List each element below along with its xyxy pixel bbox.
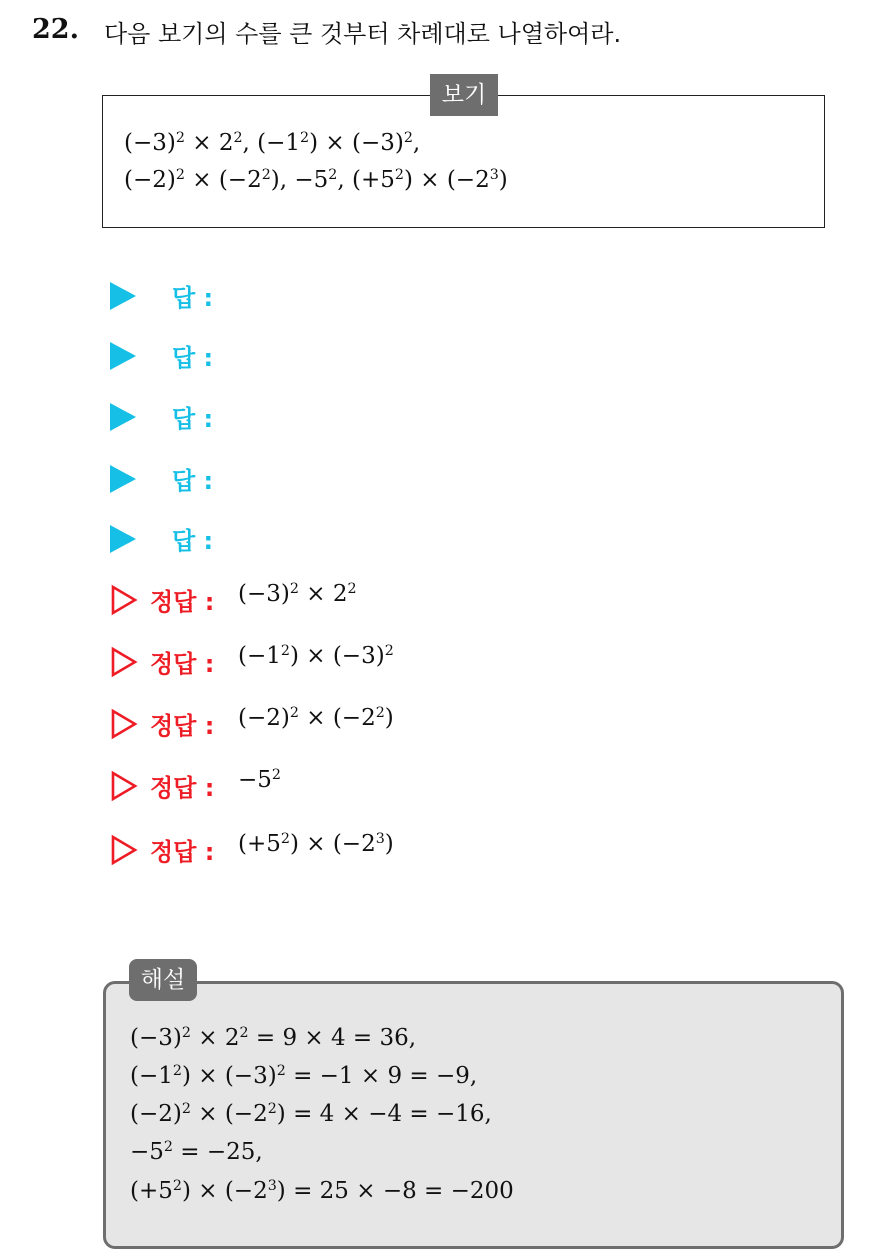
outline-triangle-icon (110, 646, 138, 678)
solution-line: $(+5^2) \times (-2^3) = 25 \times -8 = -200$ (130, 1178, 514, 1204)
exponent: 2 (300, 130, 310, 147)
play-triangle-icon (110, 403, 136, 431)
exponent: 2 (289, 705, 299, 722)
exponent: 2 (403, 130, 413, 147)
question-text: 다음 보기의 수를 큰 것부터 차례대로 나열하여라. (104, 20, 622, 48)
outline-triangle-icon (110, 770, 138, 802)
exponent: 2 (271, 767, 281, 784)
example-line-1: $(-3)^2 \times 2^2$, $(-1^2) \times (-3)^2$, (124, 130, 421, 156)
exponent: 2 (328, 167, 338, 184)
exponent: 2 (172, 1063, 182, 1080)
question-number: 22. (32, 14, 79, 45)
answer-key-label: 정답 : (150, 588, 215, 616)
exponent: 2 (261, 167, 271, 184)
solution-line: $(-2)^2 \times (-2^2) = 4 \times -4 = -16$, (130, 1101, 492, 1127)
exponent: 2 (375, 705, 385, 722)
answer-key-expression: $-5^2$ (238, 767, 281, 793)
answer-key-expression: $(-2)^2 \times (-2^2)$ (238, 705, 394, 731)
answer-label: 답 : (172, 527, 214, 555)
outline-triangle-icon (110, 834, 138, 866)
exponent: 2 (181, 1101, 191, 1118)
answer-label: 답 : (172, 467, 214, 495)
answer-label: 답 : (172, 284, 214, 312)
play-triangle-icon (110, 282, 136, 310)
exponent: 2 (276, 1063, 286, 1080)
solution-line: $-5^2 = -25$, (130, 1139, 263, 1165)
answer-key-expression: $(-1^2) \times (-3)^2$ (238, 643, 394, 669)
exponent: 2 (289, 581, 299, 598)
example-box-label: 보기 (430, 74, 498, 116)
exponent: 2 (280, 643, 290, 660)
outline-triangle-icon (110, 708, 138, 740)
answer-key-label: 정답 : (150, 650, 215, 678)
answer-label: 답 : (172, 344, 214, 372)
answer-key-expression: $(+5^2) \times (-2^3)$ (238, 831, 394, 857)
exponent: 2 (394, 167, 404, 184)
exponent: 2 (172, 1178, 182, 1195)
exponent: 3 (489, 167, 499, 184)
exponent: 2 (181, 1025, 191, 1042)
exponent: 3 (267, 1178, 277, 1195)
exponent: 2 (233, 130, 243, 147)
answer-key-label: 정답 : (150, 712, 215, 740)
answer-key-expression: $(-3)^2 \times 2^2$ (238, 581, 357, 607)
exponent: 2 (239, 1025, 249, 1042)
play-triangle-icon (110, 465, 136, 493)
exponent: 2 (384, 643, 394, 660)
exponent: 2 (163, 1139, 173, 1156)
answer-key-label: 정답 : (150, 774, 215, 802)
solution-line: $(-3)^2 \times 2^2 = 9 \times 4 = 36$, (130, 1025, 417, 1051)
exponent: 2 (175, 167, 185, 184)
exponent: 2 (280, 831, 290, 848)
solution-line: $(-1^2) \times (-3)^2 = -1 \times 9 = -9$, (130, 1063, 478, 1089)
outline-triangle-icon (110, 584, 138, 616)
answer-label: 답 : (172, 405, 214, 433)
exponent: 2 (175, 130, 185, 147)
play-triangle-icon (110, 525, 136, 553)
solution-label: 해설 (129, 959, 197, 1001)
exponent: 2 (347, 581, 357, 598)
play-triangle-icon (110, 342, 136, 370)
example-line-2: $(-2)^2 \times (-2^2)$, $-5^2$, $(+5^2) \times (-2^3)$ (124, 167, 508, 193)
answer-key-label: 정답 : (150, 838, 215, 866)
exponent: 2 (267, 1101, 277, 1118)
exponent: 3 (375, 831, 385, 848)
